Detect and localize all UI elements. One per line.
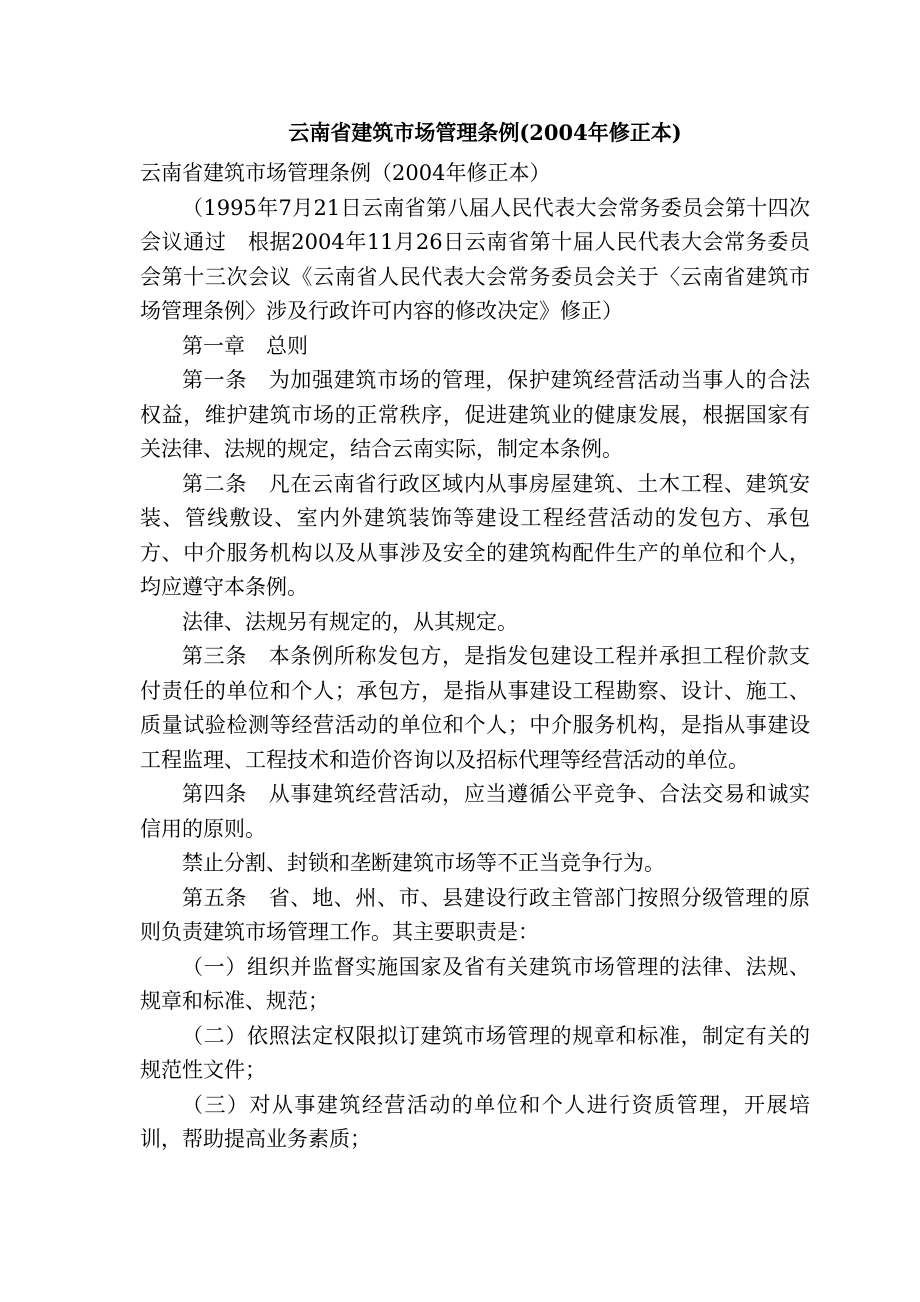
- article-5-item-2: （二）依照法定权限拟订建筑市场管理的规章和标准，制定有关的规范性文件；: [140, 1023, 810, 1082]
- article-5-item-1: （一）组织并监督实施国家及省有关建筑市场管理的法律、法规、规章和标准、规范；: [140, 954, 810, 1013]
- chapter-heading: 第一章 总则: [182, 333, 308, 358]
- article-5-item-3: （三）对从事建筑经营活动的单位和个人进行资质管理，开展培训，帮助提高业务素质；: [140, 1092, 810, 1151]
- article-2: 第二条 凡在云南省行政区域内从事房屋建筑、土木工程、建筑安装、管线敷设、室内外建筑装饰等建设工程经营活动的发包方、承包方、中介服务机构以及从事涉及安全的建筑构配件生产的单位和个人，均应遵守本条例。: [140, 471, 810, 599]
- article-4-clause: 禁止分割、封锁和垄断建筑市场等不正当竞争行为。: [182, 851, 665, 875]
- article-4: 第四条 从事建筑经营活动，应当遵循公平竞争、合法交易和诚实信用的原则。: [140, 782, 810, 841]
- paragraph-subtitle: 云南省建筑市场管理条例（2004年修正本）: [140, 161, 551, 185]
- article-3: 第三条 本条例所称发包方，是指发包建设工程并承担工程价款支付责任的单位和个人；承包方，是指从事建设工程勘察、设计、施工、质量试验检测等经营活动的单位和个人；中介服务机构，是指从事建设工程监理、工程技术和造价咨询以及招标代理等经营活动的单位。: [140, 644, 810, 772]
- article-1: 第一条 为加强建筑市场的管理，保护建筑经营活动当事人的合法权益，维护建筑市场的正常秩序，促进建筑业的健康发展，根据国家有关法律、法规的规定，结合云南实际，制定本条例。: [140, 368, 810, 461]
- article-2-clause: 法律、法规另有规定的，从其规定。: [182, 609, 518, 634]
- paragraph-adoption-note: （1995年7月21日云南省第八届人民代表大会常务委员会第十四次会议通过 根据2004年11月26日云南省第十届人民代表大会常务委员会第十三次会议《云南省人民代表大会常务委员会关于〈云南省建筑市场管理条例〉涉及行政许可内容的修改决定》修正）: [140, 195, 810, 323]
- article-5: 第五条 省、地、州、市、县建设行政主管部门按照分级管理的原则负责建筑市场管理工作。其主要职责是：: [140, 885, 810, 944]
- document-body: [140, 156, 810, 1157]
- document-title: 云南省建筑市场管理条例(2004年修正本): [288, 120, 682, 145]
